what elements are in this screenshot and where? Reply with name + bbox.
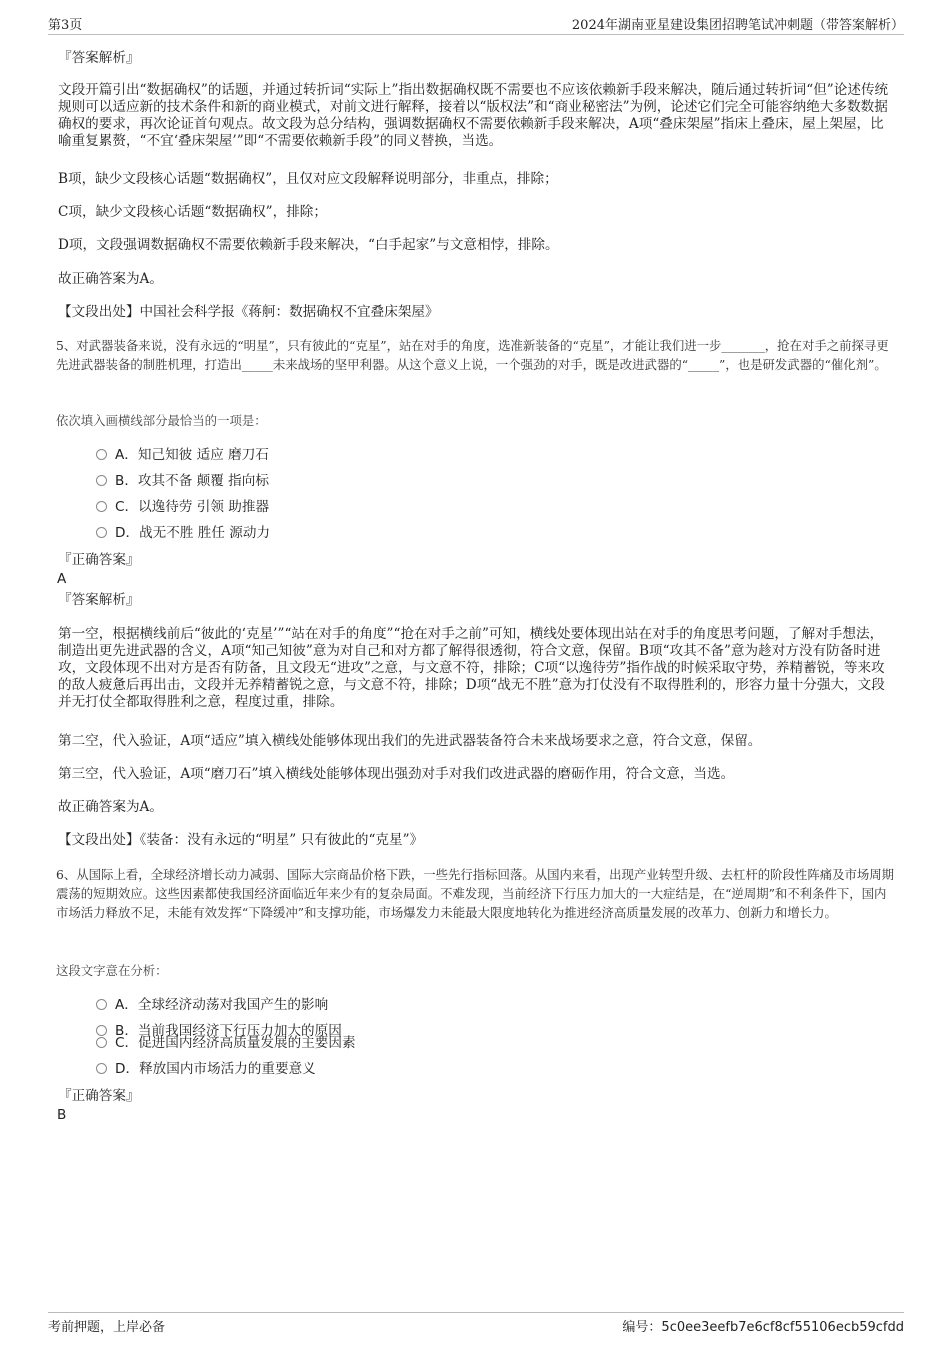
option-text: 战无不胜 胜任 源动力 [139, 525, 271, 541]
option-text: 当前我国经济下行压力加大的原因 [137, 1023, 342, 1039]
option-key: A． [115, 997, 138, 1013]
q5-answer-label: 『正确答案』 [58, 552, 140, 568]
option-key: B． [115, 1023, 138, 1039]
radio-icon[interactable] [96, 527, 107, 538]
q5-stem: 5、对武器装备来说，没有永远的“明星”，只有彼此的“克星”，站在对手的角度，选准新装备的“克星”，才能让我们进一步_______，抢在对手之前探寻更先进武器装备的制胜机理，打造出_____未来战场的坚甲利器。从这个意义上说，一个强劲的对手，既是改进武器的“_____”，也是研发武器的“催化剂”。 [56, 338, 889, 372]
q6-stem: 6、从国际上看，全球经济增长动力减弱、国际大宗商品价格下跌，一些先行指标回落。从国内来看，出现产业转型升级、去杠杆的阶段性阵痛及市场周期震荡的短期效应。这些因素都使我国经济面临近年来少有的复杂局面。不难发现，当前经济下行压力加大的一大症结是，在“逆周期”和不利条件下，国内市场活力释放不足，未能有效发挥“下降缓冲”和支撑功能，市场爆发力未能最大限度地转化为推进经济高质量发展的改革力、创新力和增长力。 [56, 867, 895, 920]
option-text: 促进国内经济高质量发展的主要因素 [138, 1035, 356, 1051]
q4-analysis-option-c: C项，缺少文段核心话题“数据确权”，排除； [58, 204, 327, 220]
radio-icon[interactable] [96, 999, 107, 1010]
option-key: C． [115, 499, 139, 515]
q6-prompt: 这段文字意在分析： [56, 963, 168, 978]
q5-analysis-blank-3: 第三空，代入验证，A项“磨刀石”填入横线处能够体现出强劲对手对我们改进武器的磨砺作用，符合文意，当选。 [58, 766, 735, 782]
code-value: 5c0ee3eefb7e6cf8cf55106ecb59cfdd [661, 1320, 904, 1335]
q5-source: 【文段出处】《装备：没有永远的“明星” 只有彼此的“克星”》 [58, 832, 424, 848]
q4-analysis-option-d: D项，文段强调数据确权不需要依赖新手段来解决，“白手起家”与文意相悖，排除。 [58, 237, 559, 253]
q6-option-d[interactable] [96, 1060, 316, 1078]
q4-source: 【文段出处】中国社会科学报《蒋舸：数据确权不宜叠床架屋》 [58, 304, 439, 320]
option-text: 释放国内市场活力的重要意义 [139, 1061, 316, 1077]
page-footer [48, 1312, 904, 1336]
code-label: 编号： [622, 1320, 662, 1335]
q4-conclusion: 故正确答案为A。 [58, 271, 163, 287]
radio-icon[interactable] [96, 449, 107, 460]
radio-icon[interactable] [96, 501, 107, 512]
footer-code [622, 1316, 904, 1335]
q6-answer: B [57, 1107, 67, 1123]
option-key: A． [115, 447, 138, 463]
q5-prompt: 依次填入画横线部分最恰当的一项是： [56, 413, 267, 428]
q6-option-a[interactable] [96, 996, 328, 1014]
q5-analysis-blank-2: 第二空，代入验证，A项“适应”填入横线处能够体现出我们的先进武器装备符合未来战场要求之意，符合文意，保留。 [58, 733, 762, 749]
option-key: D． [115, 1061, 140, 1077]
q6-option-c[interactable] [96, 1034, 356, 1052]
option-key: B． [115, 473, 138, 489]
footer-slogan: 考前押题，上岸必备 [48, 1320, 166, 1335]
q4-analysis-label: 『答案解析』 [58, 50, 140, 66]
radio-icon[interactable] [96, 1063, 107, 1074]
option-text: 全球经济动荡对我国产生的影响 [137, 997, 329, 1013]
q5-answer: A [57, 571, 67, 587]
q5-analysis-blank-1: 第一空，根据横线前后“彼此的‘克星’”“站在对手的角度”“抢在对手之前”可知，横线处要体现出站在对手的角度思考问题，了解对手想法，制造出更先进武器的含义，A项“知己知彼”意为对自己和对方都了解得很透彻，符合文意，保留。B项“攻其不备”意为趁对方没有防备时进攻，文段体现不出对方是否有防备，且文段无“进攻”之意，与文意不符，排除；C项“以逸待劳”指作战的时候采取守势，养精蓄锐，等来攻的敌人疲惫后再出击，文段并无养精蓄锐之意，与文意不符，排除；D项“战无不胜”意为打仗没有不取得胜利的，形容力量十分强大，文段并无打仗全都取得胜利之意，程度过重，排除。 [58, 626, 885, 710]
option-key: C． [115, 1035, 139, 1051]
q5-option-a[interactable] [96, 446, 269, 464]
document-title: 2024年湖南亚星建设集团招聘笔试冲刺题（带答案解析） [571, 18, 904, 33]
radio-icon[interactable] [96, 1037, 107, 1048]
page-header [48, 14, 904, 35]
q5-option-c[interactable] [96, 498, 269, 516]
q5-conclusion: 故正确答案为A。 [58, 799, 163, 815]
q4-analysis-paragraph: 文段开篇引出“数据确权”的话题，并通过转折词“实际上”指出数据确权既不需要也不应该依赖新手段来解决，随后通过转折词“但”论述传统规则可以适应新的技术条件和新的商业模式，对前文进行解释，接着以“版权法”和“商业秘密法”为例，论述它们完全可能容纳绝大多数数据确权的要求，再次论证首句观点。故文段为总分结构，强调数据确权不需要依赖新手段来解决，A项“叠床架屋”指床上叠床，屋上架屋，比喻重复累赘，“不宜‘叠床架屋’”即“不需要依赖新手段”的同义替换，当选。 [58, 82, 889, 149]
option-text: 攻其不备 颠覆 指向标 [137, 473, 269, 489]
q6-answer-label: 『正确答案』 [58, 1088, 140, 1104]
option-key: D． [115, 525, 140, 541]
page-number: 第3页 [48, 18, 83, 33]
q4-analysis-option-b: B项，缺少文段核心话题“数据确权”，且仅对应文段解释说明部分，非重点，排除； [58, 171, 558, 187]
option-text: 以逸待劳 引领 助推器 [138, 499, 270, 515]
radio-icon[interactable] [96, 475, 107, 486]
q5-option-b[interactable] [96, 472, 269, 490]
q5-analysis-label: 『答案解析』 [58, 592, 140, 608]
q5-option-d[interactable] [96, 524, 270, 542]
option-text: 知己知彼 适应 磨刀石 [137, 447, 269, 463]
